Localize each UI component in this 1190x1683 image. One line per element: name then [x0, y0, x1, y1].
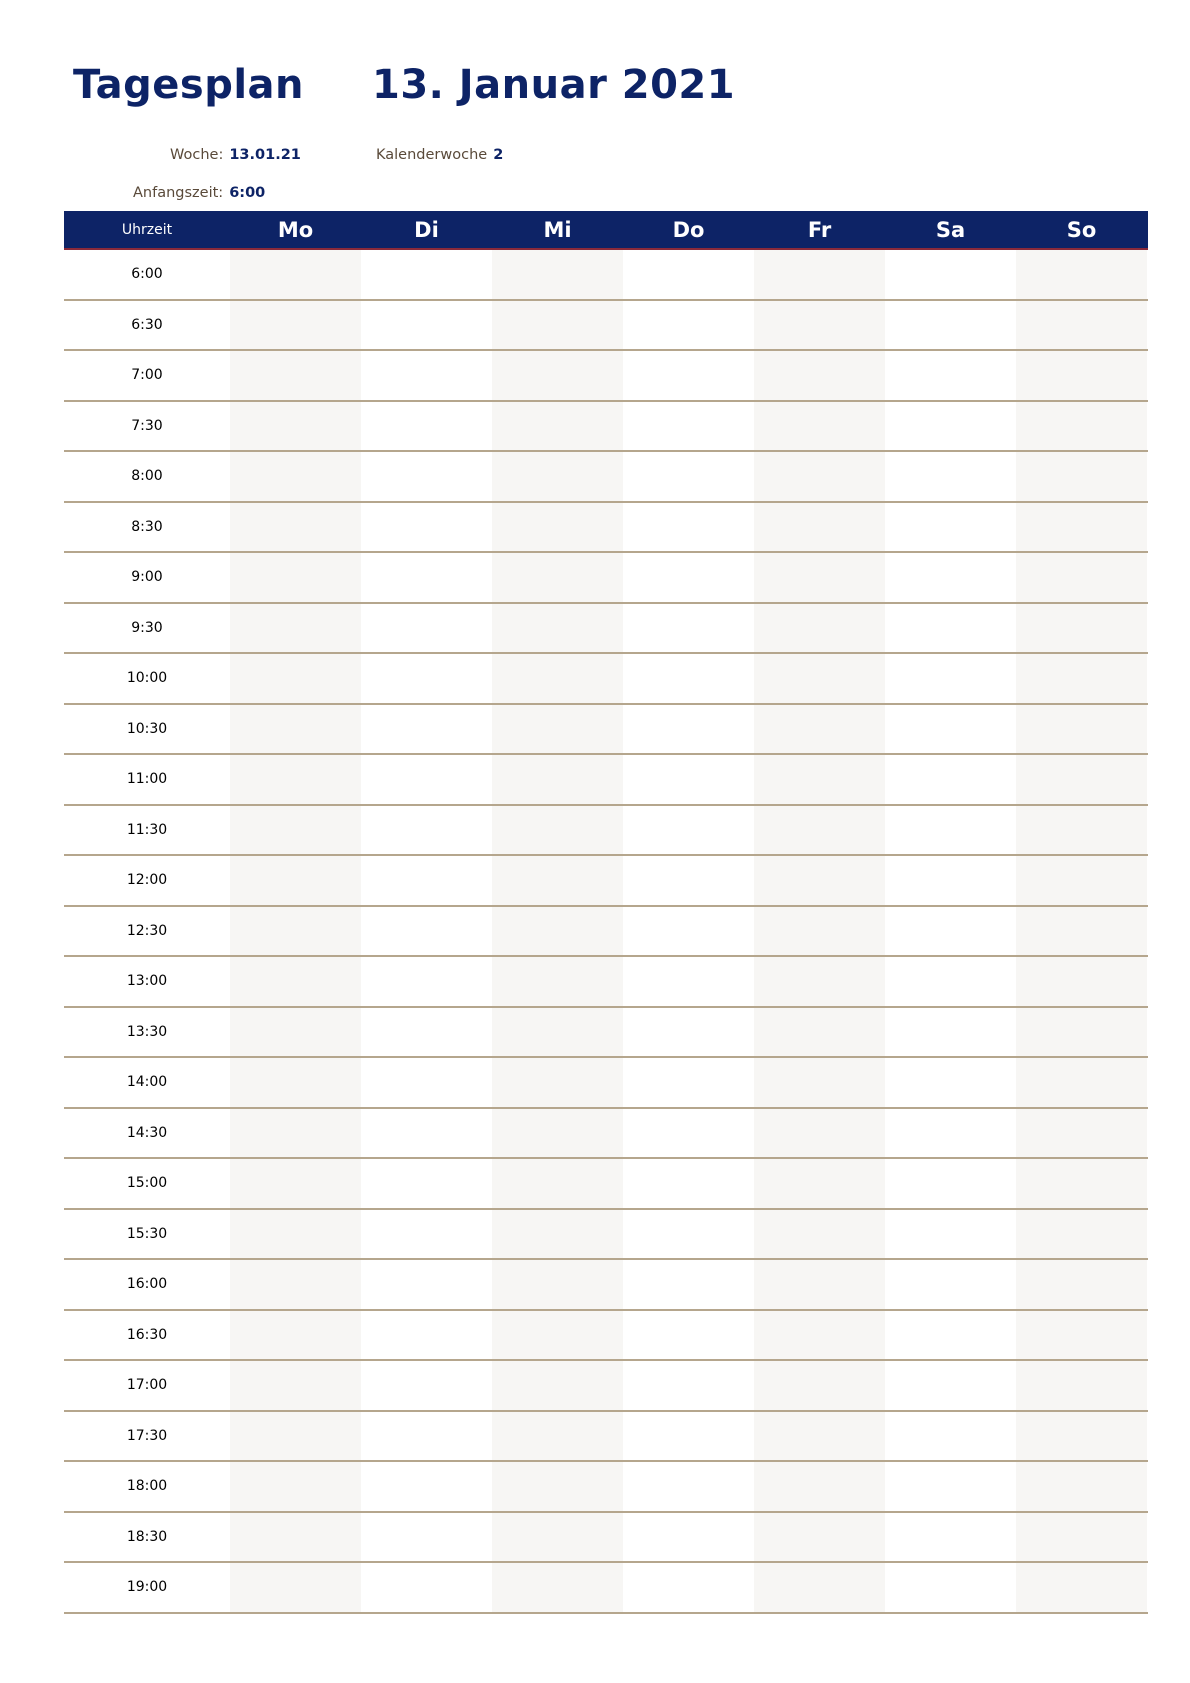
- slot-cell-mo[interactable]: [230, 1311, 361, 1360]
- time-cell: 7:30: [131, 417, 163, 434]
- slot-cell-di[interactable]: [361, 351, 492, 400]
- slot-cell-di[interactable]: [361, 604, 492, 653]
- slot-cell-mo[interactable]: [230, 907, 361, 956]
- slot-cell-do[interactable]: [623, 1210, 754, 1259]
- slot-cell-di[interactable]: [361, 705, 492, 754]
- slot-cell-mo[interactable]: [230, 1159, 361, 1208]
- slot-cell-do[interactable]: [623, 553, 754, 602]
- slot-cell-sa[interactable]: [885, 755, 1016, 804]
- time-cell: 10:30: [126, 720, 168, 737]
- slot-cell-fr[interactable]: [754, 250, 885, 299]
- slot-cell-do[interactable]: [623, 1159, 754, 1208]
- time-cell: 9:00: [131, 569, 163, 586]
- slot-cell-fr[interactable]: [754, 1462, 885, 1511]
- slot-cell-mi[interactable]: [492, 351, 623, 400]
- slot-cell-di[interactable]: [361, 1159, 492, 1208]
- table-row: [64, 755, 1148, 806]
- slot-cell-sa[interactable]: [885, 907, 1016, 956]
- time-cell: 13:30: [126, 1023, 168, 1040]
- slot-cell-do[interactable]: [623, 402, 754, 451]
- time-cell: 15:00: [126, 1175, 168, 1192]
- slot-cell-sa[interactable]: [885, 856, 1016, 905]
- table-row: [64, 301, 1148, 352]
- slot-cell-mi[interactable]: [492, 553, 623, 602]
- slot-cell-di[interactable]: [361, 250, 492, 299]
- slot-cell-fr[interactable]: [754, 301, 885, 350]
- slot-cell-fr[interactable]: [754, 806, 885, 855]
- slot-cell-fr[interactable]: [754, 402, 885, 451]
- slot-cell-sa[interactable]: [885, 250, 1016, 299]
- calendar-week-info: [376, 147, 503, 163]
- slot-cell-so[interactable]: [1016, 1109, 1147, 1158]
- slot-cell-mo[interactable]: [230, 1361, 361, 1410]
- slot-cell-fr[interactable]: [754, 705, 885, 754]
- time-cell: 17:30: [126, 1427, 168, 1444]
- slot-cell-so[interactable]: [1016, 907, 1147, 956]
- slot-cell-mi[interactable]: [492, 907, 623, 956]
- slot-cell-di[interactable]: [361, 755, 492, 804]
- slot-cell-do[interactable]: [623, 503, 754, 552]
- start-time-info: [133, 185, 265, 201]
- time-cell: 11:00: [126, 771, 168, 788]
- slot-cell-do[interactable]: [623, 957, 754, 1006]
- slot-cell-sa[interactable]: [885, 957, 1016, 1006]
- slot-cell-mi[interactable]: [492, 1058, 623, 1107]
- table-row: [64, 907, 1148, 958]
- slot-cell-di[interactable]: [361, 1260, 492, 1309]
- page-date: 13. Januar 2021: [372, 62, 736, 108]
- slot-cell-so[interactable]: [1016, 806, 1147, 855]
- slot-cell-do[interactable]: [623, 1361, 754, 1410]
- slot-cell-so[interactable]: [1016, 250, 1147, 299]
- slot-cell-do[interactable]: [623, 351, 754, 400]
- slot-cell-sa[interactable]: [885, 1058, 1016, 1107]
- slot-cell-mo[interactable]: [230, 452, 361, 501]
- slot-cell-do[interactable]: [623, 604, 754, 653]
- time-cell: 12:30: [126, 922, 168, 939]
- slot-cell-mi[interactable]: [492, 604, 623, 653]
- slot-cell-sa[interactable]: [885, 402, 1016, 451]
- slot-cell-sa[interactable]: [885, 351, 1016, 400]
- slot-cell-fr[interactable]: [754, 1210, 885, 1259]
- slot-cell-sa[interactable]: [885, 1311, 1016, 1360]
- table-row: [64, 1563, 1148, 1614]
- slot-cell-do[interactable]: [623, 806, 754, 855]
- slot-cell-fr[interactable]: [754, 1109, 885, 1158]
- time-cell: 18:30: [126, 1528, 168, 1545]
- slot-cell-sa[interactable]: [885, 1008, 1016, 1057]
- slot-cell-di[interactable]: [361, 503, 492, 552]
- day-header-so: So: [1066, 217, 1097, 242]
- table-row: [64, 1260, 1148, 1311]
- slot-cell-so[interactable]: [1016, 351, 1147, 400]
- slot-cell-do[interactable]: [623, 907, 754, 956]
- slot-cell-sa[interactable]: [885, 604, 1016, 653]
- slot-cell-so[interactable]: [1016, 856, 1147, 905]
- slot-cell-mi[interactable]: [492, 402, 623, 451]
- slot-cell-sa[interactable]: [885, 553, 1016, 602]
- table-row: [64, 1159, 1148, 1210]
- slot-cell-sa[interactable]: [885, 1109, 1016, 1158]
- table-row: [64, 553, 1148, 604]
- slot-cell-mo[interactable]: [230, 1412, 361, 1461]
- slot-cell-mi[interactable]: [492, 1462, 623, 1511]
- slot-cell-so[interactable]: [1016, 452, 1147, 501]
- table-row: [64, 1008, 1148, 1059]
- slot-cell-so[interactable]: [1016, 553, 1147, 602]
- time-cell: 11:30: [126, 821, 168, 838]
- slot-cell-so[interactable]: [1016, 1311, 1147, 1360]
- slot-cell-sa[interactable]: [885, 1563, 1016, 1612]
- slot-cell-mo[interactable]: [230, 1008, 361, 1057]
- slot-cell-di[interactable]: [361, 1563, 492, 1612]
- slot-cell-fr[interactable]: [754, 957, 885, 1006]
- table-body: [64, 250, 1148, 1614]
- slot-cell-mi[interactable]: [492, 1210, 623, 1259]
- slot-cell-so[interactable]: [1016, 1260, 1147, 1309]
- time-column-header: Uhrzeit: [121, 221, 173, 238]
- slot-cell-di[interactable]: [361, 301, 492, 350]
- slot-cell-mi[interactable]: [492, 957, 623, 1006]
- slot-cell-sa[interactable]: [885, 1159, 1016, 1208]
- slot-cell-so[interactable]: [1016, 654, 1147, 703]
- time-cell: 16:00: [126, 1276, 168, 1293]
- slot-cell-mi[interactable]: [492, 856, 623, 905]
- time-cell: 17:00: [126, 1377, 168, 1394]
- slot-cell-mi[interactable]: [492, 654, 623, 703]
- time-cell: 9:30: [131, 619, 163, 636]
- slot-cell-di[interactable]: [361, 1008, 492, 1057]
- slot-cell-do[interactable]: [623, 1462, 754, 1511]
- calendar-week-label: Kalenderwoche: [376, 147, 488, 163]
- slot-cell-mo[interactable]: [230, 705, 361, 754]
- slot-cell-mo[interactable]: [230, 755, 361, 804]
- slot-cell-mo[interactable]: [230, 1109, 361, 1158]
- schedule-table: [64, 211, 1148, 1614]
- slot-cell-sa[interactable]: [885, 654, 1016, 703]
- slot-cell-do[interactable]: [623, 1109, 754, 1158]
- slot-cell-mi[interactable]: [492, 1260, 623, 1309]
- slot-cell-do[interactable]: [623, 1311, 754, 1360]
- slot-cell-fr[interactable]: [754, 503, 885, 552]
- slot-cell-fr[interactable]: [754, 553, 885, 602]
- slot-cell-mo[interactable]: [230, 301, 361, 350]
- slot-cell-di[interactable]: [361, 654, 492, 703]
- slot-cell-mo[interactable]: [230, 957, 361, 1006]
- slot-cell-so[interactable]: [1016, 1563, 1147, 1612]
- day-header-di: Di: [414, 217, 439, 242]
- slot-cell-sa[interactable]: [885, 1412, 1016, 1461]
- table-row: [64, 957, 1148, 1008]
- slot-cell-mo[interactable]: [230, 856, 361, 905]
- slot-cell-mo[interactable]: [230, 1513, 361, 1562]
- slot-cell-mi[interactable]: [492, 250, 623, 299]
- slot-cell-mi[interactable]: [492, 452, 623, 501]
- slot-cell-sa[interactable]: [885, 1361, 1016, 1410]
- table-row: [64, 806, 1148, 857]
- slot-cell-mi[interactable]: [492, 755, 623, 804]
- slot-cell-di[interactable]: [361, 1311, 492, 1360]
- slot-cell-sa[interactable]: [885, 1513, 1016, 1562]
- time-cell: 6:00: [131, 266, 163, 283]
- time-cell: 15:30: [126, 1225, 168, 1242]
- slot-cell-sa[interactable]: [885, 806, 1016, 855]
- slot-cell-mi[interactable]: [492, 1109, 623, 1158]
- day-header-fr: Fr: [807, 217, 832, 242]
- slot-cell-di[interactable]: [361, 907, 492, 956]
- time-cell: 8:00: [131, 468, 163, 485]
- slot-cell-mi[interactable]: [492, 1311, 623, 1360]
- slot-cell-sa[interactable]: [885, 705, 1016, 754]
- time-cell: 12:00: [126, 872, 168, 889]
- day-header-mo: Mo: [277, 217, 314, 242]
- slot-cell-mi[interactable]: [492, 1361, 623, 1410]
- slot-cell-fr[interactable]: [754, 1159, 885, 1208]
- slot-cell-so[interactable]: [1016, 755, 1147, 804]
- time-cell: 19:00: [126, 1579, 168, 1596]
- page-title: Tagesplan: [73, 62, 305, 108]
- slot-cell-fr[interactable]: [754, 1058, 885, 1107]
- slot-cell-so[interactable]: [1016, 604, 1147, 653]
- slot-cell-di[interactable]: [361, 402, 492, 451]
- time-cell: 18:00: [126, 1478, 168, 1495]
- slot-cell-fr[interactable]: [754, 1260, 885, 1309]
- slot-cell-fr[interactable]: [754, 604, 885, 653]
- slot-cell-mi[interactable]: [492, 1412, 623, 1461]
- slot-cell-do[interactable]: [623, 1412, 754, 1461]
- slot-cell-di[interactable]: [361, 806, 492, 855]
- slot-cell-so[interactable]: [1016, 402, 1147, 451]
- slot-cell-so[interactable]: [1016, 301, 1147, 350]
- slot-cell-fr[interactable]: [754, 452, 885, 501]
- slot-cell-fr[interactable]: [754, 654, 885, 703]
- table-row: [64, 604, 1148, 655]
- slot-cell-fr[interactable]: [754, 1412, 885, 1461]
- slot-cell-so[interactable]: [1016, 957, 1147, 1006]
- slot-cell-mi[interactable]: [492, 705, 623, 754]
- slot-cell-do[interactable]: [623, 1513, 754, 1562]
- table-row: [64, 705, 1148, 756]
- slot-cell-mo[interactable]: [230, 604, 361, 653]
- slot-cell-do[interactable]: [623, 755, 754, 804]
- slot-cell-mo[interactable]: [230, 1563, 361, 1612]
- table-row: [64, 1311, 1148, 1362]
- slot-cell-do[interactable]: [623, 654, 754, 703]
- slot-cell-fr[interactable]: [754, 1513, 885, 1562]
- slot-cell-sa[interactable]: [885, 1260, 1016, 1309]
- time-cell: 14:30: [126, 1124, 168, 1141]
- slot-cell-mi[interactable]: [492, 1513, 623, 1562]
- slot-cell-fr[interactable]: [754, 1563, 885, 1612]
- table-row: [64, 1513, 1148, 1564]
- table-row: [64, 402, 1148, 453]
- slot-cell-fr[interactable]: [754, 755, 885, 804]
- slot-cell-mi[interactable]: [492, 301, 623, 350]
- slot-cell-sa[interactable]: [885, 301, 1016, 350]
- slot-cell-so[interactable]: [1016, 1412, 1147, 1461]
- table-row: [64, 1210, 1148, 1261]
- slot-cell-di[interactable]: [361, 553, 492, 602]
- slot-cell-mo[interactable]: [230, 654, 361, 703]
- slot-cell-do[interactable]: [623, 705, 754, 754]
- slot-cell-mi[interactable]: [492, 503, 623, 552]
- table-row: [64, 856, 1148, 907]
- slot-cell-do[interactable]: [623, 1008, 754, 1057]
- table-header: [64, 211, 1148, 250]
- slot-cell-so[interactable]: [1016, 1361, 1147, 1410]
- slot-cell-so[interactable]: [1016, 1462, 1147, 1511]
- table-row: [64, 654, 1148, 705]
- slot-cell-di[interactable]: [361, 1109, 492, 1158]
- time-cell: 8:30: [131, 518, 163, 535]
- slot-cell-do[interactable]: [623, 452, 754, 501]
- slot-cell-di[interactable]: [361, 1462, 492, 1511]
- slot-cell-fr[interactable]: [754, 856, 885, 905]
- slot-cell-mi[interactable]: [492, 1563, 623, 1612]
- table-row: [64, 1058, 1148, 1109]
- slot-cell-mi[interactable]: [492, 1008, 623, 1057]
- slot-cell-fr[interactable]: [754, 351, 885, 400]
- start-time-label: Anfangszeit:: [133, 185, 224, 201]
- slot-cell-mo[interactable]: [230, 1462, 361, 1511]
- slot-cell-di[interactable]: [361, 856, 492, 905]
- slot-cell-sa[interactable]: [885, 1210, 1016, 1259]
- slot-cell-mo[interactable]: [230, 1210, 361, 1259]
- slot-cell-mo[interactable]: [230, 553, 361, 602]
- day-header-sa: Sa: [935, 217, 966, 242]
- slot-cell-fr[interactable]: [754, 907, 885, 956]
- week-info: [170, 147, 301, 163]
- slot-cell-fr[interactable]: [754, 1008, 885, 1057]
- week-label: Woche:: [170, 147, 224, 163]
- slot-cell-mo[interactable]: [230, 806, 361, 855]
- slot-cell-mi[interactable]: [492, 1159, 623, 1208]
- slot-cell-so[interactable]: [1016, 1058, 1147, 1107]
- table-row: [64, 1109, 1148, 1160]
- slot-cell-so[interactable]: [1016, 705, 1147, 754]
- slot-cell-do[interactable]: [623, 1563, 754, 1612]
- table-row: [64, 1361, 1148, 1412]
- day-header-do: Do: [672, 217, 705, 242]
- slot-cell-di[interactable]: [361, 957, 492, 1006]
- calendar-week-value: 2: [493, 147, 504, 163]
- time-cell: 7:00: [131, 367, 163, 384]
- slot-cell-di[interactable]: [361, 1361, 492, 1410]
- slot-cell-so[interactable]: [1016, 1008, 1147, 1057]
- slot-cell-mo[interactable]: [230, 250, 361, 299]
- slot-cell-do[interactable]: [623, 856, 754, 905]
- time-cell: 10:00: [126, 670, 168, 687]
- slot-cell-so[interactable]: [1016, 1513, 1147, 1562]
- table-row: [64, 351, 1148, 402]
- table-row: [64, 1462, 1148, 1513]
- slot-cell-mo[interactable]: [230, 1058, 361, 1107]
- slot-cell-mi[interactable]: [492, 806, 623, 855]
- slot-cell-do[interactable]: [623, 1260, 754, 1309]
- slot-cell-mo[interactable]: [230, 1260, 361, 1309]
- day-header-mi: Mi: [543, 217, 572, 242]
- time-cell: 13:00: [126, 973, 168, 990]
- start-time-value: 6:00: [229, 185, 266, 201]
- slot-cell-sa[interactable]: [885, 452, 1016, 501]
- slot-cell-do[interactable]: [623, 1058, 754, 1107]
- slot-cell-fr[interactable]: [754, 1361, 885, 1410]
- week-value: 13.01.21: [229, 147, 301, 163]
- time-cell: 16:30: [126, 1326, 168, 1343]
- time-cell: 14:00: [126, 1074, 168, 1091]
- table-row: [64, 250, 1148, 301]
- slot-cell-sa[interactable]: [885, 503, 1016, 552]
- slot-cell-do[interactable]: [623, 250, 754, 299]
- slot-cell-fr[interactable]: [754, 1311, 885, 1360]
- slot-cell-mo[interactable]: [230, 351, 361, 400]
- slot-cell-so[interactable]: [1016, 503, 1147, 552]
- table-row: [64, 503, 1148, 554]
- slot-cell-mo[interactable]: [230, 402, 361, 451]
- slot-cell-di[interactable]: [361, 1412, 492, 1461]
- slot-cell-mo[interactable]: [230, 503, 361, 552]
- slot-cell-sa[interactable]: [885, 1462, 1016, 1511]
- slot-cell-so[interactable]: [1016, 1159, 1147, 1208]
- slot-cell-di[interactable]: [361, 452, 492, 501]
- slot-cell-di[interactable]: [361, 1210, 492, 1259]
- table-row: [64, 1412, 1148, 1463]
- time-cell: 6:30: [131, 316, 163, 333]
- slot-cell-so[interactable]: [1016, 1210, 1147, 1259]
- slot-cell-di[interactable]: [361, 1058, 492, 1107]
- table-row: [64, 452, 1148, 503]
- slot-cell-do[interactable]: [623, 301, 754, 350]
- slot-cell-di[interactable]: [361, 1513, 492, 1562]
